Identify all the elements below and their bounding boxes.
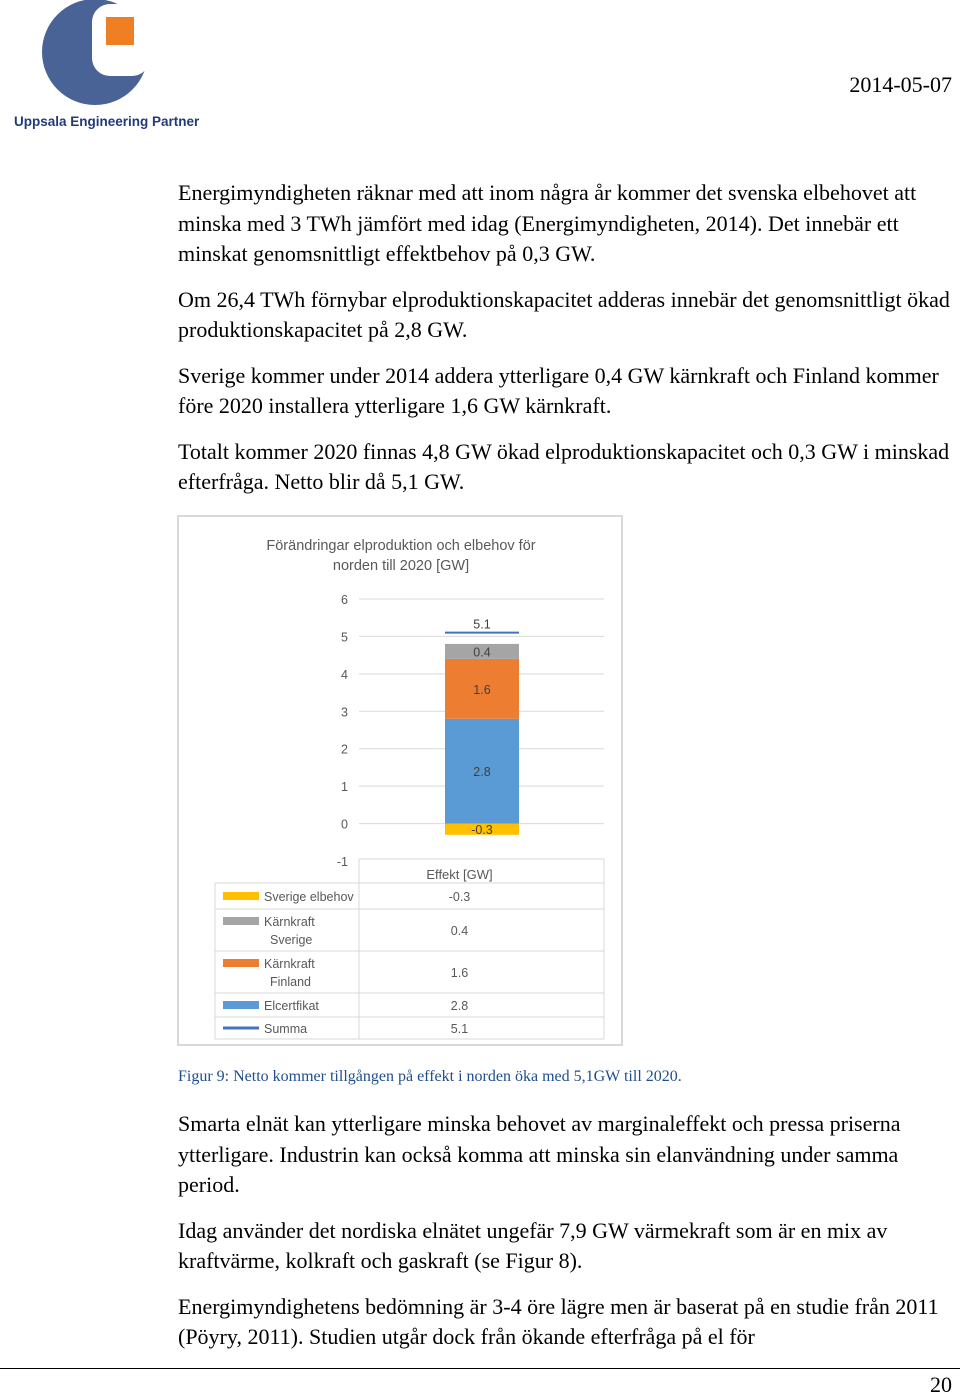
legend-label: Kärnkraft [264,915,315,929]
document-date: 2014-05-07 [849,72,952,97]
y-tick-label: 3 [341,705,348,720]
y-tick-label: -1 [336,855,348,869]
bar-data-label: 1.6 [473,682,491,697]
legend-label: Finland [270,975,311,989]
table-cell-value: 0.4 [450,924,469,938]
bar-data-label: -0.3 [471,823,493,838]
legend-label: Summa [264,1022,308,1036]
legend-label: Sverige [270,933,313,947]
legend-label: Sverige elbehov [264,890,354,904]
paragraph: Totalt kommer 2020 finnas 4,8 GW ökad elproduktionskapacitet och 0,3 GW i minskad efterfråga. Netto blir då 5,1 GW. [178,438,950,494]
table-cell-value: 1.6 [450,966,469,980]
legend-key [223,1001,259,1009]
legend-key [223,959,259,967]
paragraph: Smarta elnät kan ytterligare minska behovet av marginaleffekt och pressa priserna ytterligare. Industrin kan också komma att minska sin elanvändning under samma period. [178,1111,901,1197]
y-tick-label: 4 [341,667,348,682]
chart-svg [179,517,621,1044]
company-logo [6,0,200,135]
logo-text: Uppsala Engineering Partner [14,114,200,129]
chart [177,515,623,1046]
footer-divider [0,1368,960,1369]
table-cell-value: 5.1 [450,1022,469,1036]
summa-data-label: 5.1 [473,617,491,632]
body-text-top [178,178,953,498]
y-tick-label: 2 [341,742,348,757]
chart-title: norden till 2020 [GW] [332,558,470,574]
table-cell-value: -0.3 [448,890,471,904]
bar-data-label: 2.8 [473,765,491,780]
y-tick-label: 5 [341,630,348,645]
bar-data-label: 0.4 [473,645,491,660]
y-tick-label: 0 [341,817,348,832]
table-cell-value: 2.8 [450,999,469,1013]
y-tick-label: 6 [341,593,348,607]
chart-title: Förändringar elproduktion och elbehov för [266,538,536,554]
figure-caption: Figur 9: Netto kommer tillgången på effekt i norden öka med 5,1GW till 2020. [178,1068,682,1085]
logo-mark-icon [6,0,196,112]
paragraph: Energimyndigheten räknar med att inom några år kommer det svenska elbehovet att minska med 3 TWh jämfört med idag (Energimyndigheten, 2014). Det innebär ett minskat genomsnittligt effektbehov på 0,3 GW. [178,180,917,266]
paragraph: Sverige kommer under 2014 addera ytterligare 0,4 GW kärnkraft och Finland kommer före 2020 installera ytterligare 1,6 GW kärnkraft. [178,362,939,418]
legend-label: Kärnkraft [264,957,315,971]
table-header: Effekt [GW] [426,867,493,882]
y-tick-label: 1 [341,780,348,795]
paragraph: Om 26,4 TWh förnybar elproduktionskapacitet adderas innebär det genomsnittligt ökad produktionskapacitet på 2,8 GW. [178,286,950,342]
page-number: 20 [930,1372,952,1397]
legend-key [223,892,259,900]
legend-key [223,917,259,925]
paragraph: Idag använder det nordiska elnätet ungefär 7,9 GW värmekraft som är en mix av kraftvärme, kolkraft och gaskraft (se Figur 8). [178,1217,888,1273]
body-text-bottom [178,1109,953,1353]
legend-label: Elcertfikat [264,999,319,1013]
paragraph: Energimyndighetens bedömning är 3-4 öre lägre men är baserat på en studie från 2011 (Pöyry, 2011). Studien utgår dock från ökande efterfråga på el för [178,1293,939,1349]
